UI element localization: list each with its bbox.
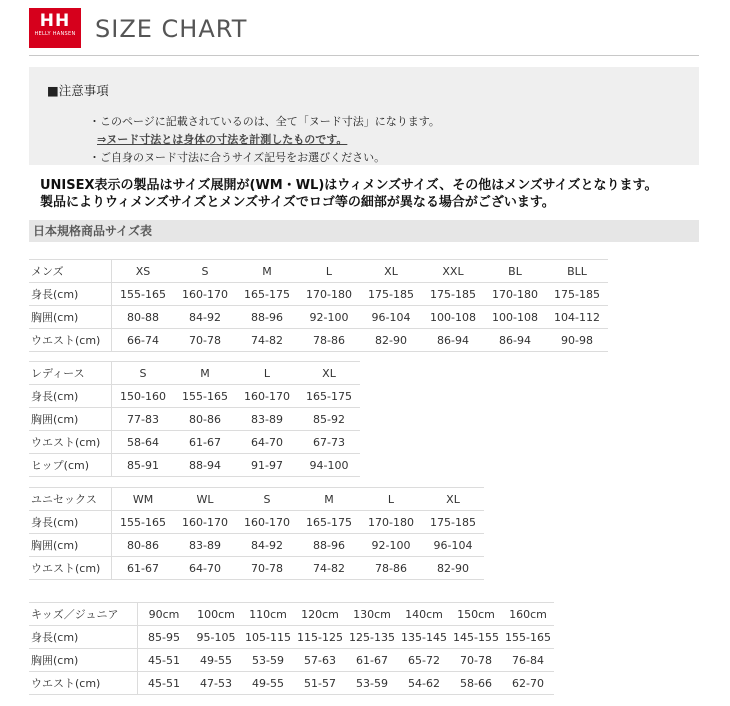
measure-value: 155-165 — [112, 511, 175, 534]
measure-value: 51-57 — [294, 672, 346, 695]
measure-value: 155-165 — [112, 283, 175, 306]
measure-value: 170-180 — [298, 283, 360, 306]
measure-value: 104-112 — [546, 306, 608, 329]
table-row — [29, 329, 608, 352]
header-divider — [29, 55, 699, 56]
size-label: 110cm — [242, 603, 294, 626]
measure-value: 82-90 — [422, 557, 484, 580]
measure-value: 160-170 — [174, 511, 236, 534]
measure-value: 92-100 — [298, 306, 360, 329]
kids-size-table — [29, 602, 554, 695]
measure-value: 80-86 — [174, 408, 236, 431]
measure-value: 88-94 — [174, 454, 236, 477]
helly-hansen-logo — [29, 8, 81, 48]
table-header-row — [29, 488, 484, 511]
table-row — [29, 385, 360, 408]
measure-value: 86-94 — [422, 329, 484, 352]
size-label: WL — [174, 488, 236, 511]
row-label: 身長(cm) — [29, 626, 138, 649]
table-row — [29, 431, 360, 454]
row-label: 胸囲(cm) — [29, 306, 112, 329]
notice-line-definition: ⇒ヌード寸法とは身体の寸法を計測したものです。 — [97, 133, 348, 146]
table-header-row — [29, 603, 554, 626]
size-label: S — [112, 362, 175, 385]
measure-value: 61-67 — [174, 431, 236, 454]
size-label: 90cm — [138, 603, 191, 626]
measure-value: 78-86 — [360, 557, 422, 580]
measure-value: 80-88 — [112, 306, 175, 329]
size-label: M — [236, 260, 298, 283]
measure-value: 160-170 — [236, 385, 298, 408]
page-header — [0, 0, 730, 56]
measure-value: 70-78 — [236, 557, 298, 580]
row-label: ウエスト(cm) — [29, 431, 112, 454]
measure-value: 165-175 — [298, 385, 360, 408]
size-label: L — [298, 260, 360, 283]
measure-value: 150-160 — [112, 385, 175, 408]
notice-line-choose-size: ・ご自身のヌード寸法に合うサイズ記号をお選びください。 — [89, 151, 386, 164]
measure-value: 58-64 — [112, 431, 175, 454]
unisex-note-line: 製品によりウィメンズサイズとメンズサイズでロゴ等の細部が異なる場合がございます。 — [40, 195, 555, 210]
notice-heading: ■注意事項 — [47, 83, 109, 98]
measure-value: 64-70 — [174, 557, 236, 580]
row-label: ヒップ(cm) — [29, 454, 112, 477]
size-label: 100cm — [190, 603, 242, 626]
measure-value: 45-51 — [138, 672, 191, 695]
size-label: XS — [112, 260, 175, 283]
size-label: XL — [360, 260, 422, 283]
measure-value: 74-82 — [236, 329, 298, 352]
row-label: ウエスト(cm) — [29, 672, 138, 695]
measure-value: 47-53 — [190, 672, 242, 695]
measure-value: 53-59 — [242, 649, 294, 672]
measure-value: 160-170 — [236, 511, 298, 534]
table-header-row — [29, 362, 360, 385]
size-label: BL — [484, 260, 546, 283]
measure-value: 115-125 — [294, 626, 346, 649]
size-label: S — [236, 488, 298, 511]
measure-value: 64-70 — [236, 431, 298, 454]
table-row — [29, 649, 554, 672]
size-label: XL — [298, 362, 360, 385]
row-label: メンズ — [29, 260, 112, 283]
measure-value: 165-175 — [236, 283, 298, 306]
page-title: SIZE CHART — [95, 15, 248, 43]
measure-value: 80-86 — [112, 534, 175, 557]
notice-box — [29, 67, 699, 165]
measure-value: 175-185 — [360, 283, 422, 306]
measure-value: 100-108 — [422, 306, 484, 329]
measure-value: 70-78 — [450, 649, 502, 672]
size-label: M — [174, 362, 236, 385]
measure-value: 49-55 — [242, 672, 294, 695]
measure-value: 85-91 — [112, 454, 175, 477]
measure-value: 94-100 — [298, 454, 360, 477]
measure-value: 145-155 — [450, 626, 502, 649]
row-label: レディース — [29, 362, 112, 385]
jis-size-table-title: 日本規格商品サイズ表 — [29, 220, 699, 242]
size-label: S — [174, 260, 236, 283]
measure-value: 165-175 — [298, 511, 360, 534]
table-row — [29, 534, 484, 557]
notice-line-nude-size: ・このページに記載されているのは、全て「ヌード寸法」になります。 — [89, 115, 440, 128]
table-row — [29, 672, 554, 695]
mens-size-table — [29, 259, 608, 352]
measure-value: 85-95 — [138, 626, 191, 649]
size-label: WM — [112, 488, 175, 511]
measure-value: 67-73 — [298, 431, 360, 454]
size-label: 160cm — [502, 603, 554, 626]
measure-value: 92-100 — [360, 534, 422, 557]
measure-value: 49-55 — [190, 649, 242, 672]
measure-value: 135-145 — [398, 626, 450, 649]
measure-value: 175-185 — [546, 283, 608, 306]
measure-value: 100-108 — [484, 306, 546, 329]
row-label: 身長(cm) — [29, 283, 112, 306]
unisex-note-line: UNISEX表示の製品はサイズ展開が(WM・WL)はウィメンズサイズ、その他はメンズサイズとなります。 — [40, 178, 658, 193]
measure-value: 45-51 — [138, 649, 191, 672]
logo-mark: HH — [39, 11, 71, 31]
size-label: L — [360, 488, 422, 511]
measure-value: 96-104 — [360, 306, 422, 329]
measure-value: 77-83 — [112, 408, 175, 431]
size-label: 120cm — [294, 603, 346, 626]
table-row — [29, 557, 484, 580]
measure-value: 160-170 — [174, 283, 236, 306]
size-label: L — [236, 362, 298, 385]
measure-value: 86-94 — [484, 329, 546, 352]
measure-value: 53-59 — [346, 672, 398, 695]
table-row — [29, 454, 360, 477]
measure-value: 155-165 — [174, 385, 236, 408]
measure-value: 58-66 — [450, 672, 502, 695]
measure-value: 91-97 — [236, 454, 298, 477]
table-row — [29, 283, 608, 306]
logo-brand: HELLY HANSEN — [34, 31, 76, 37]
measure-value: 88-96 — [236, 306, 298, 329]
measure-value: 84-92 — [236, 534, 298, 557]
unisex-note — [40, 177, 657, 211]
table-row — [29, 408, 360, 431]
row-label: キッズ／ジュニア — [29, 603, 138, 626]
measure-value: 57-63 — [294, 649, 346, 672]
size-label: XL — [422, 488, 484, 511]
measure-value: 96-104 — [422, 534, 484, 557]
measure-value: 66-74 — [112, 329, 175, 352]
measure-value: 88-96 — [298, 534, 360, 557]
measure-value: 70-78 — [174, 329, 236, 352]
size-label: M — [298, 488, 360, 511]
measure-value: 61-67 — [346, 649, 398, 672]
table-row — [29, 306, 608, 329]
measure-value: 85-92 — [298, 408, 360, 431]
row-label: ユニセックス — [29, 488, 112, 511]
measure-value: 175-185 — [422, 511, 484, 534]
measure-value: 170-180 — [360, 511, 422, 534]
row-label: 身長(cm) — [29, 385, 112, 408]
measure-value: 105-115 — [242, 626, 294, 649]
ladies-size-table — [29, 361, 360, 477]
size-label: XXL — [422, 260, 484, 283]
measure-value: 155-165 — [502, 626, 554, 649]
table-header-row — [29, 260, 608, 283]
row-label: 身長(cm) — [29, 511, 112, 534]
measure-value: 90-98 — [546, 329, 608, 352]
measure-value: 61-67 — [112, 557, 175, 580]
size-label: 140cm — [398, 603, 450, 626]
size-label: 150cm — [450, 603, 502, 626]
measure-value: 74-82 — [298, 557, 360, 580]
measure-value: 83-89 — [236, 408, 298, 431]
measure-value: 84-92 — [174, 306, 236, 329]
size-label: 130cm — [346, 603, 398, 626]
unisex-size-table — [29, 487, 484, 580]
row-label: 胸囲(cm) — [29, 649, 138, 672]
measure-value: 125-135 — [346, 626, 398, 649]
measure-value: 175-185 — [422, 283, 484, 306]
size-label: BLL — [546, 260, 608, 283]
measure-value: 170-180 — [484, 283, 546, 306]
row-label: 胸囲(cm) — [29, 534, 112, 557]
row-label: 胸囲(cm) — [29, 408, 112, 431]
table-row — [29, 626, 554, 649]
measure-value: 65-72 — [398, 649, 450, 672]
measure-value: 76-84 — [502, 649, 554, 672]
measure-value: 62-70 — [502, 672, 554, 695]
measure-value: 54-62 — [398, 672, 450, 695]
row-label: ウエスト(cm) — [29, 557, 112, 580]
row-label: ウエスト(cm) — [29, 329, 112, 352]
measure-value: 82-90 — [360, 329, 422, 352]
measure-value: 95-105 — [190, 626, 242, 649]
measure-value: 78-86 — [298, 329, 360, 352]
measure-value: 83-89 — [174, 534, 236, 557]
table-row — [29, 511, 484, 534]
